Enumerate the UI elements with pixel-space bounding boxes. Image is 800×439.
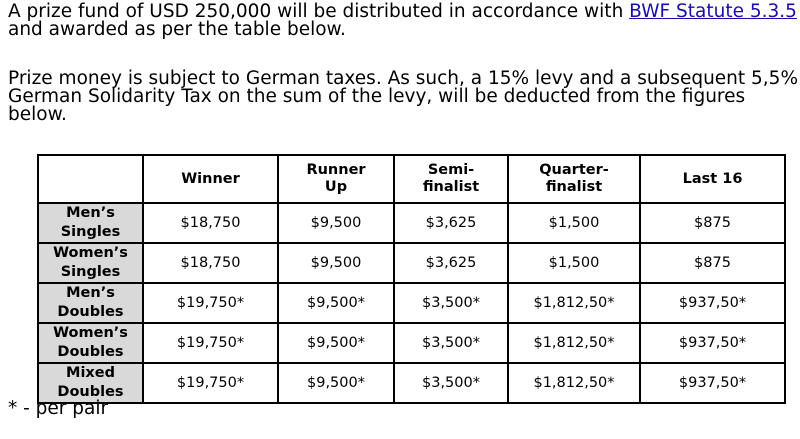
column-header: Semi- finalist (394, 155, 508, 203)
intro-text-prefix: A prize fund of USD 250,000 will be distributed in accordance with (8, 1, 630, 22)
prize-money-table (37, 154, 786, 404)
bwf-statute-link[interactable]: BWF Statute 5.3.5 (629, 1, 797, 22)
table-row (38, 203, 785, 243)
prize-value-cell: $1,812,50* (508, 283, 640, 323)
row-header-event: Men’s Doubles (38, 283, 143, 323)
prize-value-cell: $1,500 (508, 243, 640, 283)
row-header-event: Women’s Doubles (38, 323, 143, 363)
intro-paragraph (8, 3, 800, 39)
column-header: Runner Up (278, 155, 394, 203)
table-row (38, 323, 785, 363)
prize-value-cell: $875 (640, 203, 785, 243)
prize-value-cell: $1,500 (508, 203, 640, 243)
prize-value-cell: $937,50* (640, 323, 785, 363)
prize-value-cell: $3,625 (394, 243, 508, 283)
prize-value-cell: $9,500* (278, 283, 394, 323)
intro-text-suffix: and awarded as per the table below. (8, 19, 346, 40)
prize-value-cell: $3,625 (394, 203, 508, 243)
table-header-row (38, 155, 785, 203)
prize-value-cell: $19,750* (143, 363, 278, 403)
table-row (38, 283, 785, 323)
prize-value-cell: $937,50* (640, 363, 785, 403)
footnote: * - per pair (8, 398, 109, 419)
prize-value-cell: $3,500* (394, 323, 508, 363)
prize-value-cell: $18,750 (143, 203, 278, 243)
prize-value-cell: $9,500* (278, 323, 394, 363)
table-corner-cell (38, 155, 143, 203)
row-header-event: Mixed Doubles (38, 363, 143, 403)
prize-value-cell: $3,500* (394, 363, 508, 403)
prize-value-cell: $3,500* (394, 283, 508, 323)
column-header: Winner (143, 155, 278, 203)
prize-value-cell: $1,812,50* (508, 363, 640, 403)
prize-value-cell: $9,500 (278, 203, 394, 243)
row-header-event: Men’s Singles (38, 203, 143, 243)
prize-value-cell: $1,812,50* (508, 323, 640, 363)
table-row (38, 363, 785, 403)
prize-value-cell: $19,750* (143, 283, 278, 323)
prize-value-cell: $19,750* (143, 323, 278, 363)
prize-value-cell: $18,750 (143, 243, 278, 283)
row-header-event: Women’s Singles (38, 243, 143, 283)
table-row (38, 243, 785, 283)
prize-value-cell: $937,50* (640, 283, 785, 323)
prize-value-cell: $9,500 (278, 243, 394, 283)
tax-note-paragraph: Prize money is subject to German taxes. As such, a 15% levy and a subsequent 5,5% German Solidarity Tax on the sum of the levy, will be deducted from the figures below. (8, 68, 799, 125)
prize-value-cell: $9,500* (278, 363, 394, 403)
column-header: Last 16 (640, 155, 785, 203)
prize-value-cell: $875 (640, 243, 785, 283)
column-header: Quarter- finalist (508, 155, 640, 203)
